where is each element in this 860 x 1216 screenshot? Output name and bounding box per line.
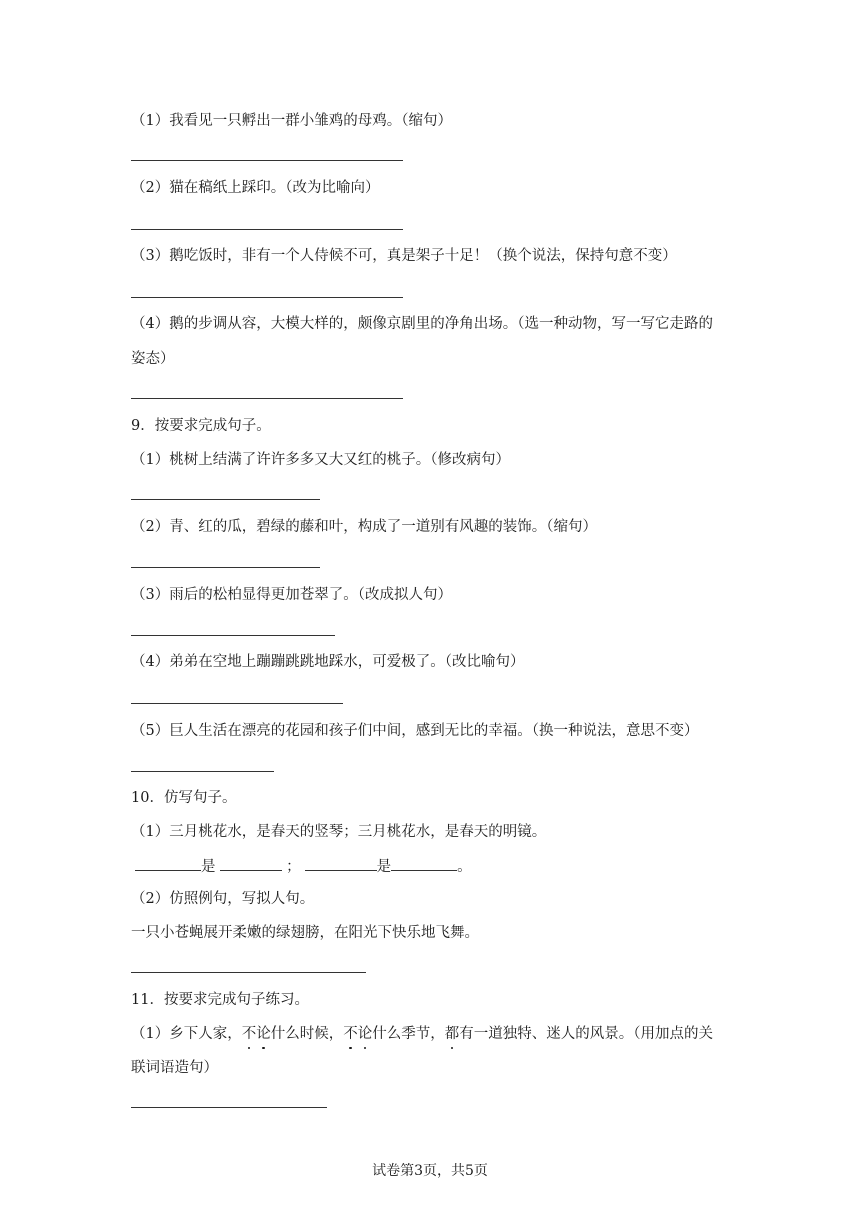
fill-word: ； [286,859,301,875]
fill-word: 是 [201,859,216,875]
q10-fill-row [135,856,472,877]
emphasis-char: 论 [256,1026,271,1042]
question-9-title: 9．按要求完成句子。 [131,418,271,434]
q11-text: 什么时候， [270,1026,344,1042]
q9-item-4: （4）弟弟在空地上蹦蹦跳跳地踩水，可爱极了。（改比喻句） [131,654,525,670]
fill-blank[interactable] [220,856,282,871]
item-rephrase-sentence: （3）鹅吃饭时，非有一个人侍候不可，真是架子十足！（换个说法，保持句意不变） [131,248,677,264]
q11-text: （1）乡下人家， [131,1026,242,1042]
item-metaphor-sentence: （2）猫在稿纸上踩印。（改为比喻向） [131,180,380,196]
fill-word: 是 [376,859,392,875]
q9-item-3: （3）雨后的松柏显得更加苍翠了。（改成拟人句） [131,587,452,603]
q11-item-1-cont: 联词语造句） [131,1060,218,1076]
emphasis-char: 都 [444,1026,460,1042]
emphasis-char: 论 [357,1026,373,1042]
fill-blank[interactable] [305,856,377,871]
item-animal-gait: （4）鹅的步调从容，大模大样的，颇像京剧里的净角出场。（选一种动物，写一写它走路的 [131,316,713,332]
answer-line[interactable] [131,635,335,636]
item-animal-gait-cont: 姿态） [131,351,175,367]
q9-item-2: （2）青、红的瓜，碧绿的藤和叶，构成了一道别有风趣的装饰。（缩句） [131,519,597,535]
q9-item-1: （1）桃树上结满了许许多多又大又红的桃子。（修改病句） [131,452,510,468]
fill-blank[interactable] [391,856,457,871]
q10-example: 一只小苍蝇展开柔嫩的绿翅膀，在阳光下快乐地飞舞。 [131,925,479,941]
q11-text: 有一道独特、迷人的风景。（用加点的关 [459,1026,713,1042]
question-11-title: 11．按要求完成句子练习。 [131,992,309,1008]
answer-line[interactable] [131,229,403,230]
q11-item-1 [131,1024,713,1044]
q10-item-2: （2）仿照例句，写拟人句。 [131,891,315,907]
q11-text: 什么季节， [372,1026,445,1042]
page-footer: 试卷第3页，共5页 [372,1163,488,1179]
q10-item-1: （1）三月桃花水，是春天的竖琴；三月桃花水，是春天的明镜。 [131,824,547,840]
answer-line[interactable] [131,703,343,704]
question-10-title: 10．仿写句子。 [131,790,237,806]
emphasis-char: 不 [343,1026,358,1042]
answer-line[interactable] [131,771,274,772]
q9-item-5: （5）巨人生活在漂亮的花园和孩子们中间，感到无比的幸福。（换一种说法，意思不变） [131,723,699,739]
item-shorten-sentence: （1）我看见一只孵出一群小雏鸡的母鸡。（缩句） [131,113,452,129]
answer-line[interactable] [131,567,320,568]
answer-line[interactable] [131,398,403,399]
answer-line[interactable] [131,499,320,500]
answer-line[interactable] [131,160,403,161]
answer-line[interactable] [131,972,366,973]
answer-line[interactable] [131,297,403,298]
fill-blank[interactable] [135,856,201,871]
emphasis-char: 不 [241,1026,257,1042]
answer-line[interactable] [131,1107,327,1108]
fill-word: 。 [457,859,472,875]
